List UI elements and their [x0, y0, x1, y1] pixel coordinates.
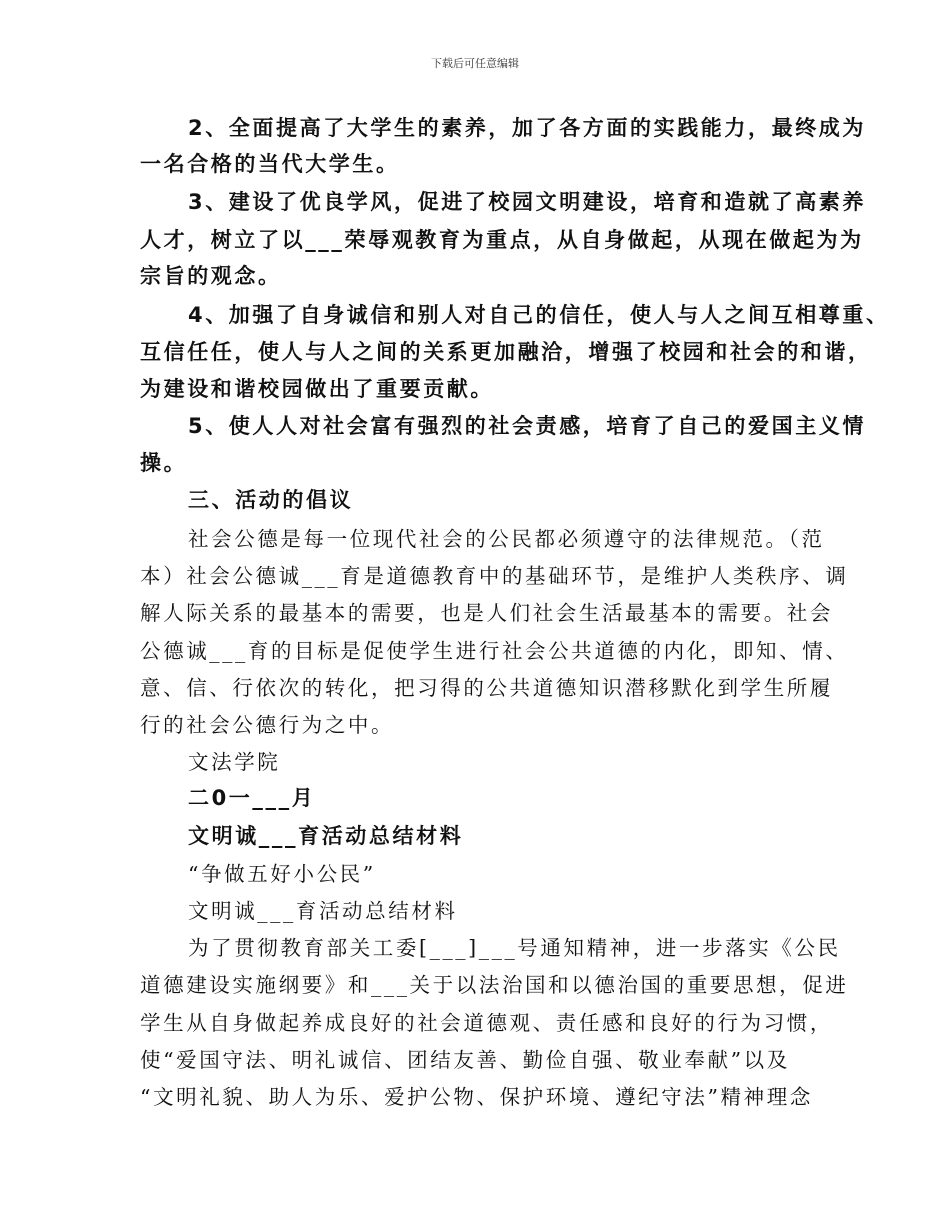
text-line: 宗旨的观念。	[140, 264, 282, 288]
text-line: 本）社会公德诚___育是道德教育中的基础环节，是维护人类秩序、调	[140, 564, 849, 588]
text-line: 一名合格的当代大学生。	[140, 152, 400, 176]
text-line: 人才，树立了以___荣辱观教育为重点，从自身做起，从现在做起为为	[140, 228, 864, 252]
doc-title-secondary: 文明诚___育活动总结材料	[188, 899, 458, 923]
text-line: 4、加强了自身诚信和别人对自己的信任，使人与人之间互相尊重、	[188, 303, 890, 327]
text-line: 使“爱国守法、明礼诚信、团结友善、勤俭自强、敬业奉献”以及	[140, 1048, 790, 1072]
text-line: 为建设和谐校园做出了重要贡献。	[140, 377, 494, 401]
doc-title: 文明诚___育活动总结材料	[188, 824, 464, 848]
subtitle: “争做五好小公民”	[188, 862, 376, 886]
text-line: 社会公德是每一位现代社会的公民都必须遵守的法律规范。（范	[188, 527, 825, 551]
text-line: 道德建设实施纲要》和___关于以法治国和以德治国的重要思想，促进	[140, 973, 849, 997]
text-line: 学生从自身做起养成良好的社会道德观、责任感和良好的行为习惯，	[140, 1011, 833, 1035]
text-line: 2、全面提高了大学生的素养，加了各方面的实践能力，最终成为	[188, 116, 867, 140]
date-line: 二0一___月	[188, 786, 316, 810]
text-line: 互信任任，使人与人之间的关系更加融洽，增强了校园和社会的和谐，	[140, 340, 872, 364]
signature-org: 文法学院	[188, 750, 281, 774]
text-line: 3、建设了优良学风，促进了校园文明建设，培育和造就了高素养	[188, 190, 867, 214]
text-line: “文明礼貌、助人为乐、爱护公物、保护环境、遵纪守法”精神理念	[140, 1085, 813, 1109]
section-heading: 三、活动的倡议	[188, 488, 354, 512]
text-line: 5、使人人对社会富有强烈的社会责感，培育了自己的爱国主义情	[188, 414, 867, 438]
text-line: 意、信、行依次的转化，把习得的公共道德知识潜移默化到学生所履	[140, 676, 833, 700]
text-line: 解人际关系的最基本的需要，也是人们社会生活最基本的需要。社会	[140, 601, 833, 625]
text-line: 行的社会公德行为之中。	[140, 713, 395, 737]
text-line: 操。	[140, 451, 188, 475]
text-line: 为了贯彻教育部关工委[___]___号通知精神，进一步落实《公民	[188, 936, 841, 960]
page-header: 下载后可任意编辑	[431, 57, 519, 70]
text-line: 公德诚___育的目标是促使学生进行社会公共道德的内化，即知、情、	[140, 639, 849, 663]
